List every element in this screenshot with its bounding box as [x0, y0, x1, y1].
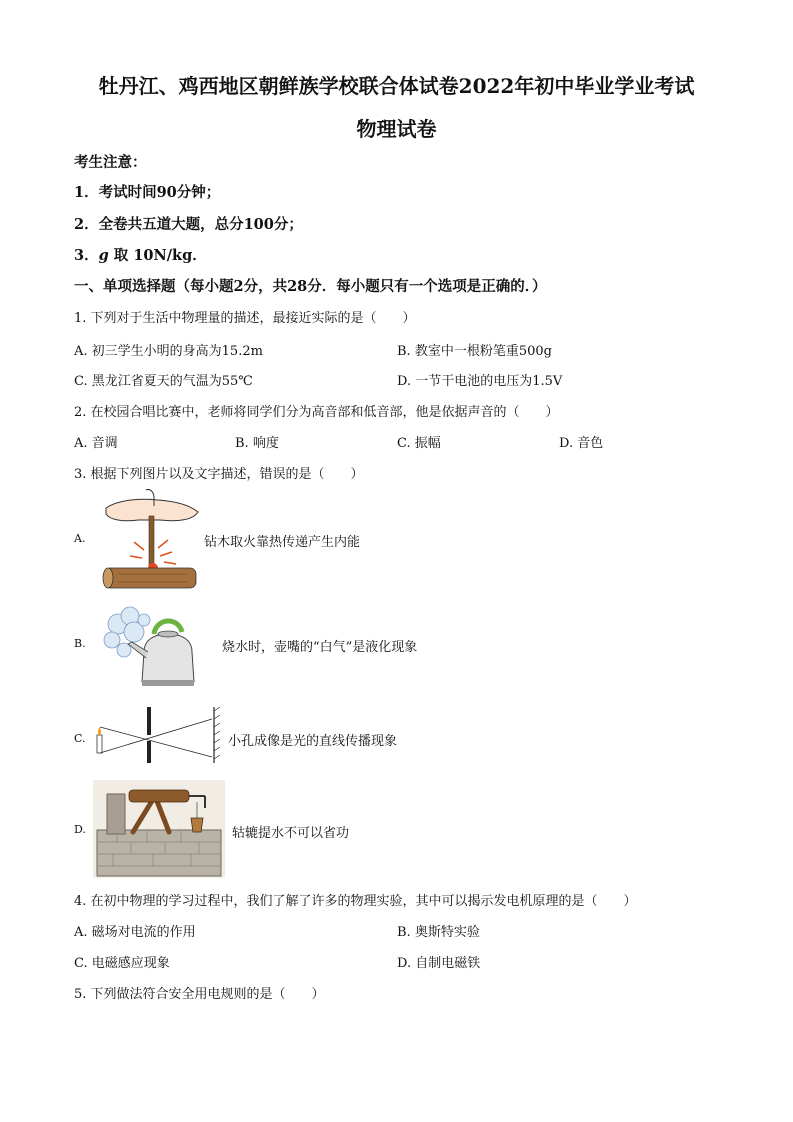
q3-option-b-text: 烧水时，壶嘴的“白气”是液化现象: [222, 640, 418, 655]
q3-stem: 3. 根据下列图片以及文字描述，错误的是（ ）: [74, 467, 364, 482]
q1-option-d: D. 一节干电池的电压为1.5V: [397, 374, 563, 389]
note-3-rest: 取 10N/kg．: [108, 247, 207, 264]
note-3-prefix: 3．: [74, 247, 99, 264]
note-2: 2．全卷共五道大题，总分100分；: [74, 216, 303, 233]
fire-drill-image: [98, 486, 202, 590]
q3-option-c-label: C.: [74, 732, 86, 745]
notes-heading: 考生注意：: [74, 154, 147, 171]
q1-option-a: A. 初三学生小明的身高为15.2m: [74, 344, 263, 359]
q3-option-a-label: A.: [74, 532, 86, 545]
note-3-var: g: [98, 247, 109, 264]
q1-stem: 1. 下列对于生活中物理量的描述，最接近实际的是（ ）: [74, 311, 416, 326]
q2-stem: 2. 在校园合唱比赛中，老师将同学们分为高音部和低音部，他是依据声音的（ ）: [74, 405, 559, 420]
q3-option-d-label: D.: [74, 823, 86, 836]
exam-title-line2: 物理试卷: [356, 117, 437, 141]
q1-option-c: C. 黑龙江省夏天的气温为55℃: [74, 374, 253, 389]
windlass-well-image: [93, 780, 225, 878]
q3-option-a-text: 钻木取火靠热传递产生内能: [204, 535, 361, 550]
q2-option-a: A. 音调: [74, 436, 118, 451]
note-1: 1．考试时间90分钟；: [74, 184, 221, 201]
q2-option-c: C. 振幅: [397, 436, 441, 451]
q4-stem: 4. 在初中物理的学习过程中，我们了解了许多的物理实验，其中可以揭示发电机原理的是（ ）: [74, 894, 637, 909]
kettle-image: [98, 600, 216, 690]
note-3: [74, 244, 207, 265]
section1-heading: 一、单项选择题（每小题2分，共28分．每小题只有一个选项是正确的．）: [74, 278, 547, 295]
q3-option-c-text: 小孔成像是光的直线传播现象: [228, 734, 398, 749]
q4-option-b: B. 奥斯特实验: [397, 925, 480, 940]
q1-option-b: B. 教室中一根粉笔重500g: [397, 344, 552, 359]
pinhole-camera-diagram: [92, 705, 222, 765]
q2-option-b: B. 响度: [235, 436, 279, 451]
q4-option-d: D. 自制电磁铁: [397, 956, 481, 971]
q4-option-a: A. 磁场对电流的作用: [74, 925, 196, 940]
q3-option-b-label: B.: [74, 637, 86, 650]
q2-option-d: D. 音色: [559, 436, 604, 451]
q3-option-d-text: 轱辘提水不可以省功: [232, 826, 350, 841]
q5-stem: 5. 下列做法符合安全用电规则的是（ ）: [74, 987, 325, 1002]
q4-option-c: C. 电磁感应现象: [74, 956, 170, 971]
exam-title-line1: 牡丹江、鸡西地区朝鲜族学校联合体试卷2022年初中毕业学业考试: [98, 74, 695, 98]
